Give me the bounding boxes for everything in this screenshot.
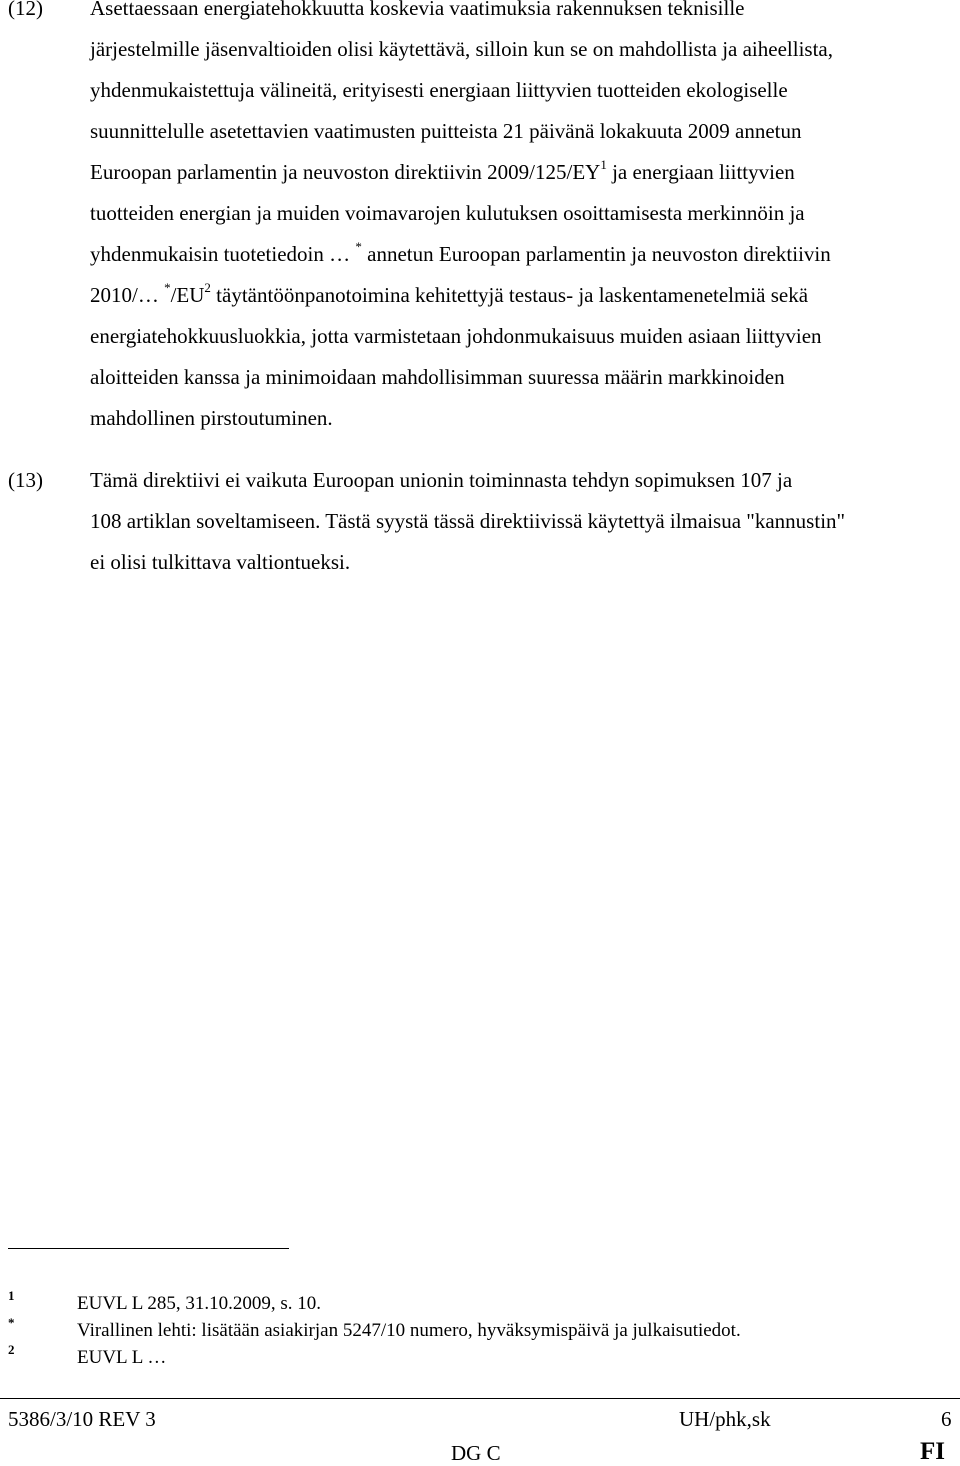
- footer-initials: UH/phk,sk: [679, 1407, 771, 1431]
- footnote-reference: 1: [600, 157, 607, 172]
- footnote-mark: 1: [8, 1288, 15, 1303]
- text-line: Asettaessaan energiatehokkuutta koskevia vaatimuksia rakennuksen teknisille: [90, 0, 745, 20]
- text-line: Euroopan parlamentin ja neuvoston direktiivin $2009/125/EY^1$ ja energiaan liittyvien: [90, 157, 795, 184]
- paragraph-body: [90, 0, 952, 439]
- paragraph-number: (12): [8, 0, 43, 20]
- text-line: 2010/… $^*/EU^2$ täytäntöönpanotoimina kehitettyjä testaus- ja laskentamenetelmiä sekä: [90, 280, 809, 307]
- footnote-text: EUVL L 285, 31.10.2009, s. 10.: [77, 1293, 321, 1314]
- text-line: energiatehokkuusluokkia, jotta varmistetaan johdonmukaisuus muiden asiaan liittyvien: [90, 324, 822, 348]
- text-line: ei olisi tulkittava valtiontueksi.: [90, 550, 351, 574]
- footnote-mark: *: [8, 1315, 15, 1330]
- text-line: 108 artiklan soveltamiseen. Tästä syystä tässä direktiivissä käytettyä ilmaisua "kannustin": [90, 509, 846, 533]
- footer-language: FI: [920, 1438, 945, 1465]
- footnote-text: Virallinen lehti: lisätään asiakirjan 5247/10 numero, hyväksymispäivä ja julkaisutiedot.: [77, 1320, 741, 1341]
- footnote-reference: *: [355, 239, 362, 254]
- footnote-text: EUVL L …: [77, 1347, 167, 1368]
- footer-dg: DG C: [451, 1441, 501, 1465]
- paragraph-body: [90, 460, 952, 583]
- footer-doc-ref: 5386/3/10 REV 3: [8, 1407, 156, 1431]
- text-line: Tämä direktiivi ei vaikuta Euroopan unionin toiminnasta tehdyn sopimuksen 107 ja: [90, 468, 793, 492]
- footnote-separator: [8, 1248, 289, 1249]
- text-line: yhdenmukaistettuja välineitä, erityisesti energiaan liittyvien tuotteiden ekologiselle: [90, 78, 788, 102]
- text-line: suunnittelulle asetettavien vaatimusten puitteista 21 päivänä lokakuuta 2009 annetun: [90, 119, 802, 143]
- text-line: järjestelmille jäsenvaltioiden olisi käytettävä, silloin kun se on mahdollista ja aiheellista,: [90, 37, 833, 61]
- footnote-reference: 2: [204, 280, 211, 295]
- text-line: aloitteiden kanssa ja minimoidaan mahdollisimman suuressa määrin markkinoiden: [90, 365, 785, 389]
- text-line: mahdollinen pirstoutuminen.: [90, 406, 333, 430]
- footnote-mark: 2: [8, 1342, 15, 1357]
- footer-page-number: 6: [941, 1407, 952, 1431]
- text-line: tuotteiden energian ja muiden voimavarojen kulutuksen osoittamisesta merkinnöin ja: [90, 201, 805, 225]
- footnote-reference: *: [164, 280, 171, 295]
- footer-separator: [0, 1398, 960, 1399]
- paragraph-number: (13): [8, 468, 43, 492]
- text-line: yhdenmukaisin tuotetiedoin … * annetun Euroopan parlamentin ja neuvoston direktiivin: [90, 239, 831, 266]
